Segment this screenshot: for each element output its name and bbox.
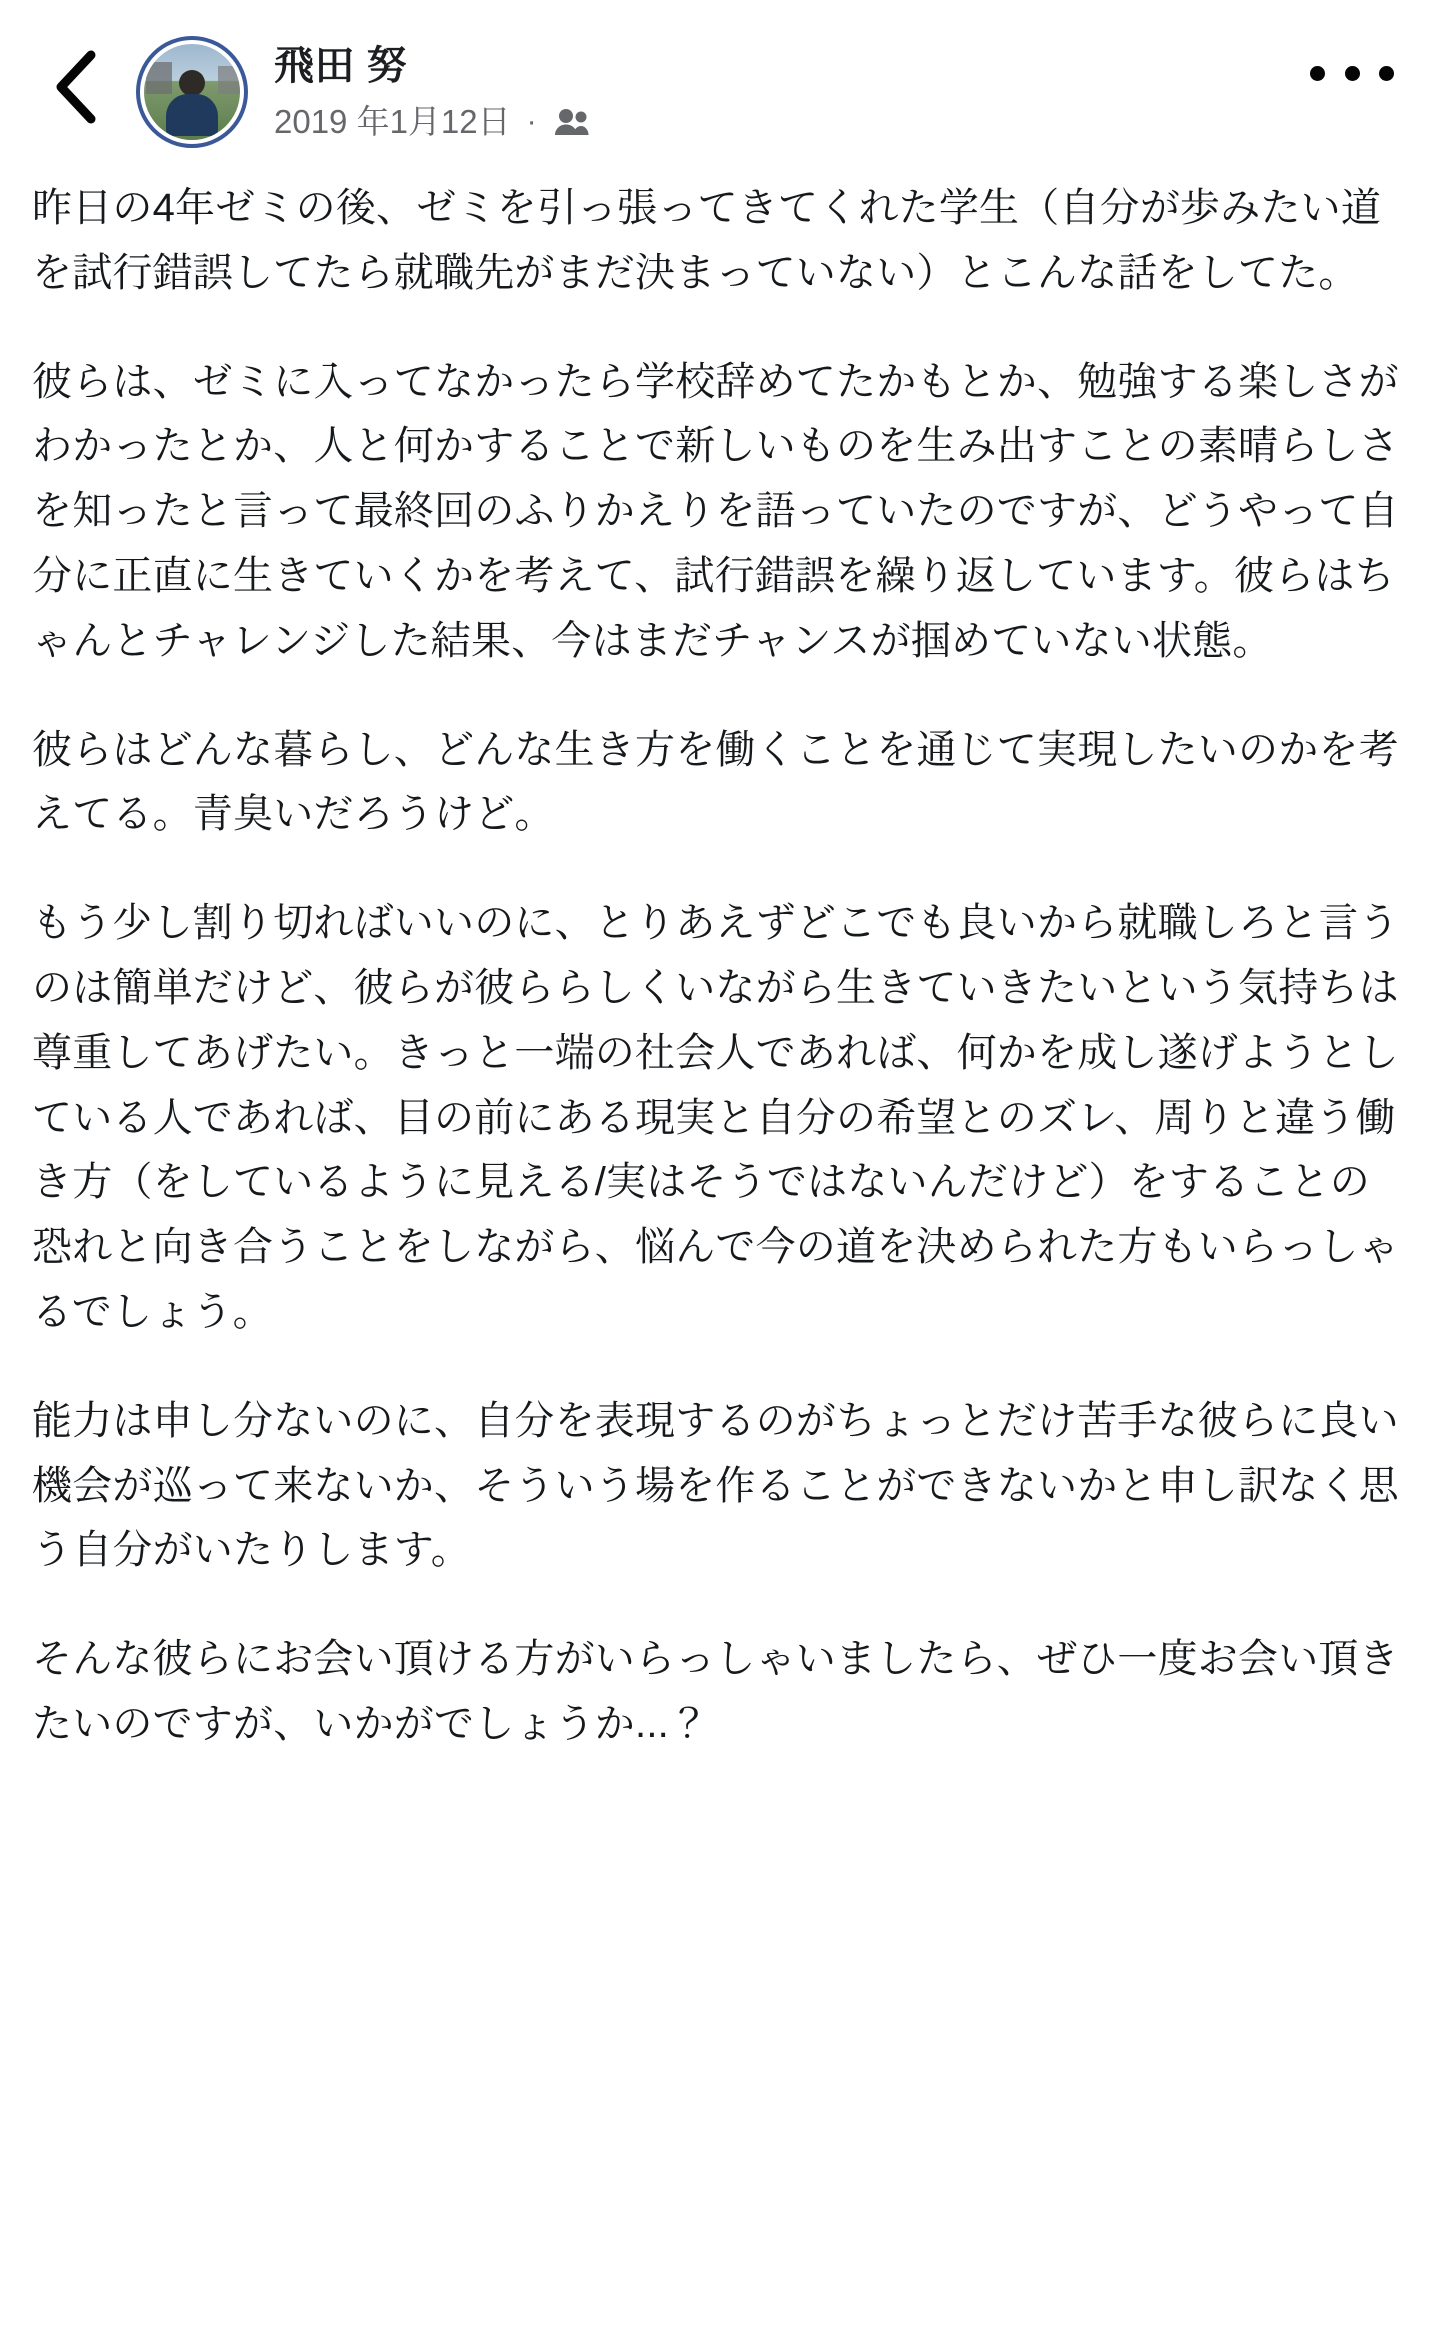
avatar-background-right <box>218 66 240 94</box>
poster-info <box>274 42 591 142</box>
avatar-body <box>166 94 218 136</box>
poster-name[interactable]: 飛田 努 <box>274 44 408 88</box>
post-meta <box>274 102 591 142</box>
post-paragraph: もう少し割り切ればいいのに、とりあえずどこでも良いから就職しろと言うのは簡単だけど、彼らが彼ららしくいながら生きていきたいという気持ちは尊重してあげたい。きっと一端の社会人であれば、何かを成し遂げようとしている人であれば、目の前にある現実と自分の希望とのズレ、周りと違う働き方（をしているように見える/実はそうではないんだけど）をすることの恐れと向き合うことをしながら、悩んで今の道を決められた方もいらっしゃるでしょう。 <box>32 901 1399 1334</box>
avatar-background-left <box>146 62 172 94</box>
friends-audience-icon[interactable] <box>553 107 591 137</box>
avatar-image <box>144 44 240 140</box>
more-options-icon <box>1345 66 1360 81</box>
post-timestamp[interactable]: 2019 年1月12日 <box>274 103 511 140</box>
post-paragraph: 能力は申し分ないのに、自分を表現するのがちょっとだけ苦手な彼らに良い機会が巡って来ないか、そういう場を作ることができないかと申し訳なく思う自分がいたりします。 <box>32 1398 1399 1573</box>
chevron-left-icon <box>51 47 103 127</box>
more-options-icon <box>1310 66 1325 81</box>
meta-separator: · <box>526 104 537 138</box>
post-header <box>0 0 1440 176</box>
post-body <box>0 176 1440 1757</box>
avatar-head <box>179 70 205 96</box>
avatar[interactable] <box>136 36 248 148</box>
more-options-icon <box>1379 66 1394 81</box>
post-paragraph: 彼らは、ゼミに入ってなかったら学校辞めてたかもとか、勉強する楽しさがわかったとか、人と何かすることで新しいものを生み出すことの素晴らしさを知ったと言って最終回のふりかえりを語っていたのですが、どうやって自分に正直に生きていくかを考えて、試行錯誤を繰り返しています。彼らはちゃんとチャレンジした結果、今はまだチャンスが掴めていない状態。 <box>32 359 1399 663</box>
back-button[interactable] <box>34 44 120 130</box>
post-paragraph: 昨日の4年ゼミの後、ゼミを引っ張ってきてくれた学生（自分が歩みたい道を試行錯誤してたら就職先がまだ決まっていない）とこんな話をしてた。 <box>32 186 1382 295</box>
post-paragraph: 彼らはどんな暮らし、どんな生き方を働くことを通じて実現したいのかを考えてる。青臭いだろうけど。 <box>32 727 1399 837</box>
more-options-button[interactable] <box>1310 38 1394 108</box>
post-paragraph: そんな彼らにお会い頂ける方がいらっしゃいましたら、ぜひ一度お会い頂きたいのですが、いかがでしょうか...？ <box>32 1637 1399 1746</box>
